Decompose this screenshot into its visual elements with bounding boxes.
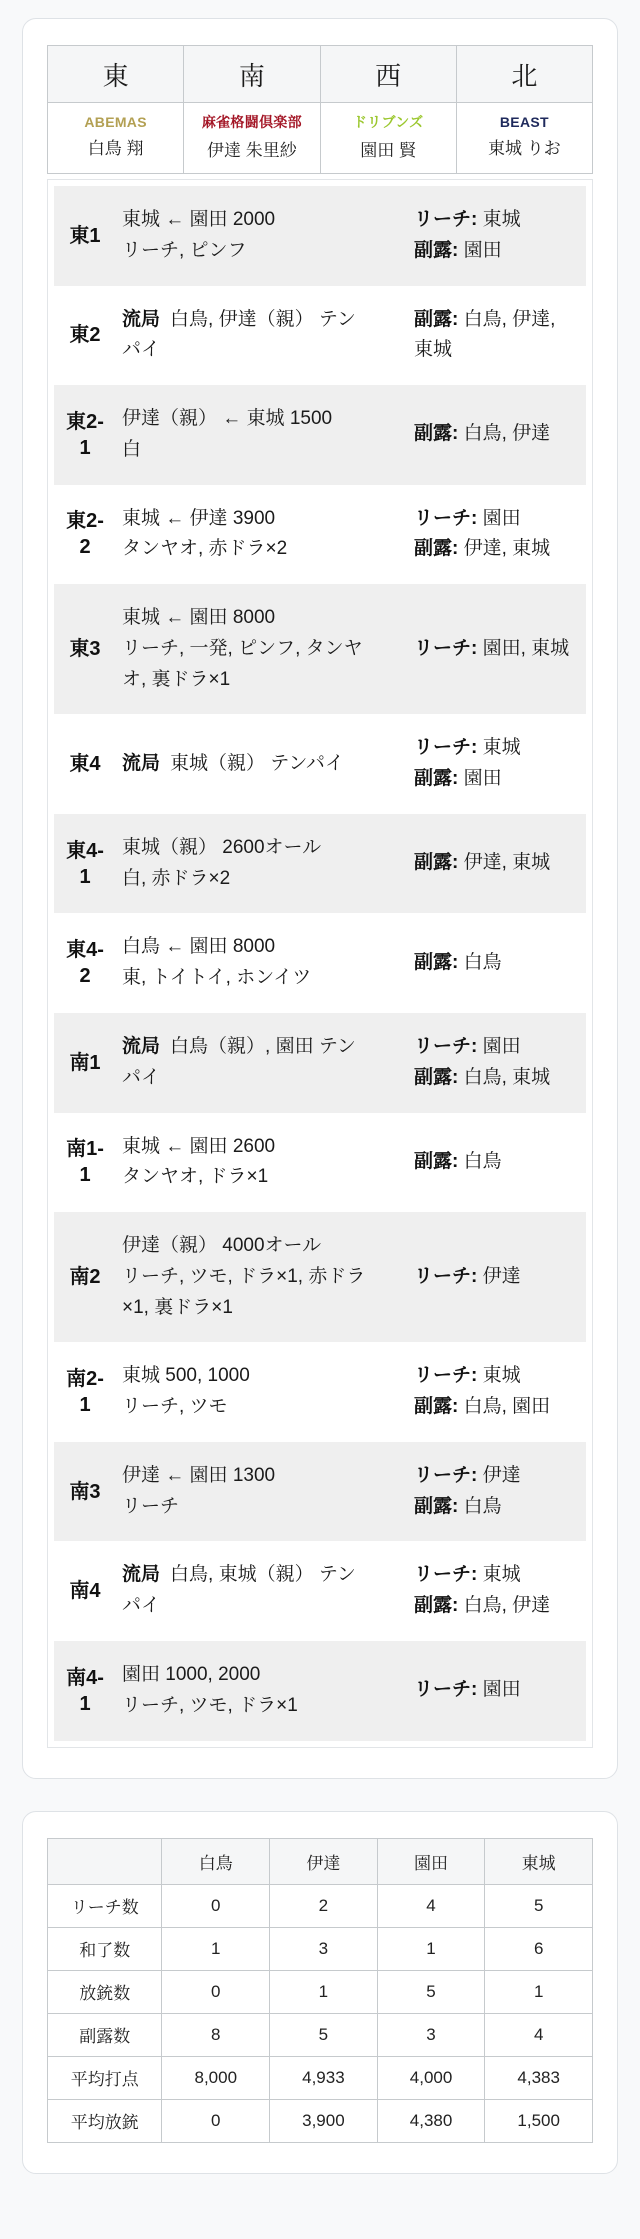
- calls-label: 副露:: [414, 1150, 459, 1172]
- round-label: 東4-2: [66, 939, 104, 988]
- seat-player-table: [47, 45, 593, 174]
- round-row[interactable]: [54, 1541, 586, 1641]
- round-result: [122, 932, 372, 994]
- round-label: 東2-1: [66, 410, 104, 459]
- stats-col-date: 伊達: [270, 1838, 378, 1884]
- stats-row: [48, 2013, 593, 2056]
- round-side-info: [414, 305, 578, 367]
- calls-label: 副露:: [414, 852, 459, 874]
- rounds-list: [47, 179, 593, 1748]
- round-yaku-list: 東, トイトイ, ホンイツ: [122, 967, 312, 989]
- round-side-info: [414, 419, 578, 450]
- round-side-info: [414, 634, 578, 665]
- team-name: ABEMAS: [84, 114, 147, 130]
- round-result-text: 伊達 ← 園田 1300: [122, 1464, 276, 1486]
- round-result: [122, 1032, 372, 1094]
- round-side-info: [414, 1262, 578, 1293]
- calls-label: 副露:: [414, 1396, 459, 1418]
- round-result-text: 東城（親） テンパイ: [170, 752, 345, 774]
- round-result: [122, 1461, 372, 1523]
- round-yaku-list: リーチ, 一発, ピンフ, タンヤオ, 裏ドラ×1: [122, 637, 363, 690]
- stats-col-tojo: 東城: [485, 1838, 593, 1884]
- seat-header-row: [48, 46, 593, 103]
- round-riichi-info: [414, 1032, 578, 1063]
- round-result-prefix: 流局: [122, 1564, 161, 1586]
- riichi-players: 東城: [482, 1365, 521, 1387]
- player-name: 白鳥 翔: [87, 139, 144, 158]
- calls-players: 園田: [463, 239, 502, 261]
- stats-value: 0: [162, 1970, 270, 2013]
- stats-value: 1: [377, 1927, 485, 1970]
- round-result: [122, 305, 372, 367]
- round-calls-info: [414, 848, 578, 879]
- round-riichi-info: [414, 733, 578, 764]
- stats-table: [47, 1838, 593, 2143]
- round-yaku-list: リーチ, ツモ, ドラ×1: [122, 1694, 298, 1716]
- round-calls-info: [414, 1591, 578, 1622]
- round-label: 南2: [69, 1266, 101, 1289]
- stats-value: 4,380: [377, 2099, 485, 2142]
- riichi-label: リーチ:: [414, 1564, 478, 1586]
- calls-players: 白鳥: [463, 1150, 502, 1172]
- stats-row-label: 平均打点: [48, 2056, 162, 2099]
- round-row[interactable]: [54, 1641, 586, 1741]
- round-yaku-list: タンヤオ, 赤ドラ×2: [122, 538, 288, 560]
- stats-col-shiratori: 白鳥: [162, 1838, 270, 1884]
- stats-value: 1: [162, 1927, 270, 1970]
- round-riichi-info: [414, 1361, 578, 1392]
- round-riichi-info: [414, 634, 578, 665]
- stats-card: [22, 1811, 618, 2174]
- stats-value: 8,000: [162, 2056, 270, 2099]
- round-row[interactable]: [54, 1442, 586, 1542]
- seat-west: 西: [320, 46, 456, 103]
- round-side-info: [414, 848, 578, 879]
- round-side-info: [414, 1560, 578, 1622]
- round-calls-info: [414, 764, 578, 795]
- stats-row: [48, 2056, 593, 2099]
- round-yaku-list: リーチ, ツモ: [122, 1396, 228, 1418]
- round-result: [122, 1231, 372, 1323]
- round-calls-info: [414, 419, 578, 450]
- round-label: 東2-2: [66, 510, 104, 559]
- round-result-text: 伊達（親） ← 東城 1500: [122, 408, 333, 430]
- player-cell-south: [184, 103, 320, 174]
- riichi-label: リーチ:: [414, 737, 478, 759]
- stats-row-label: 副露数: [48, 2013, 162, 2056]
- stats-value: 3: [377, 2013, 485, 2056]
- round-label: 東1: [69, 224, 101, 247]
- stats-value: 4,000: [377, 2056, 485, 2099]
- round-riichi-info: [414, 205, 578, 236]
- riichi-players: 伊達: [482, 1464, 521, 1486]
- stats-row: [48, 1927, 593, 1970]
- stats-corner-cell: [48, 1838, 162, 1884]
- round-calls-info: [414, 1063, 578, 1094]
- round-result: [122, 205, 372, 267]
- round-label: 東2: [69, 324, 101, 347]
- round-riichi-info: [414, 1262, 578, 1293]
- riichi-players: 園田: [482, 507, 521, 529]
- riichi-players: 東城: [482, 737, 521, 759]
- calls-players: 園田: [463, 768, 502, 790]
- stats-row-label: 和了数: [48, 1927, 162, 1970]
- calls-players: 白鳥: [463, 1495, 502, 1517]
- round-result-prefix: 流局: [122, 752, 161, 774]
- player-row: [48, 103, 593, 174]
- riichi-players: 園田: [482, 1679, 521, 1701]
- round-yaku-list: リーチ: [122, 1495, 180, 1517]
- calls-players: 白鳥, 伊達: [463, 1595, 551, 1617]
- player-cell-north: [456, 103, 592, 174]
- round-side-info: [414, 948, 578, 979]
- round-row[interactable]: [54, 485, 586, 585]
- calls-players: 伊達, 東城: [463, 852, 551, 874]
- round-row[interactable]: [54, 814, 586, 914]
- round-calls-info: [414, 948, 578, 979]
- round-riichi-info: [414, 1675, 578, 1706]
- round-row[interactable]: [54, 1342, 586, 1442]
- round-label: 南4: [69, 1580, 101, 1603]
- stats-value: 3: [270, 1927, 378, 1970]
- riichi-label: リーチ:: [414, 1265, 478, 1287]
- round-riichi-info: [414, 1560, 578, 1591]
- round-label: 南3: [69, 1480, 101, 1503]
- stats-row: [48, 1884, 593, 1927]
- round-result: [122, 833, 372, 895]
- calls-players: 白鳥, 東城: [463, 1066, 551, 1088]
- round-row[interactable]: [54, 385, 586, 485]
- round-yaku-list: 白: [122, 438, 142, 460]
- round-result-text: 園田 1000, 2000: [122, 1663, 261, 1685]
- stats-value: 1: [485, 1970, 593, 2013]
- team-name: 麻雀格闘倶楽部: [201, 114, 302, 130]
- round-side-info: [414, 1461, 578, 1523]
- round-calls-info: [414, 1147, 578, 1178]
- player-name: 園田 賢: [360, 141, 416, 160]
- stats-value: 4: [485, 2013, 593, 2056]
- round-calls-info: [414, 534, 578, 565]
- seat-north: 北: [456, 46, 592, 103]
- round-label: 南2-1: [66, 1368, 104, 1417]
- round-side-info: [414, 733, 578, 795]
- calls-label: 副露:: [414, 239, 459, 261]
- round-yaku-list: 白, 赤ドラ×2: [122, 867, 231, 889]
- round-result-text: 東城（親） 2600オール: [122, 836, 322, 858]
- stats-value: 2: [270, 1884, 378, 1927]
- riichi-players: 伊達: [482, 1265, 521, 1287]
- stats-value: 1: [270, 1970, 378, 2013]
- riichi-label: リーチ:: [414, 1679, 478, 1701]
- riichi-label: リーチ:: [414, 507, 478, 529]
- seat-south: 南: [184, 46, 320, 103]
- round-result-text: 白鳥 ← 園田 8000: [122, 936, 276, 958]
- stats-value: 5: [377, 1970, 485, 2013]
- round-label: 南1-1: [66, 1138, 104, 1187]
- stats-value: 0: [162, 2099, 270, 2142]
- team-name: ドリブンズ: [352, 114, 424, 130]
- round-row[interactable]: [54, 913, 586, 1013]
- round-result: [122, 603, 372, 695]
- stats-row-label: 平均放銃: [48, 2099, 162, 2142]
- riichi-players: 園田: [482, 1036, 521, 1058]
- round-result-text: 白鳥, 東城（親） テンパイ: [122, 1564, 356, 1617]
- round-row[interactable]: [54, 1013, 586, 1113]
- player-cell-west: [320, 103, 456, 174]
- round-riichi-info: [414, 504, 578, 535]
- round-yaku-list: リーチ, ピンフ: [122, 239, 247, 261]
- stats-row: [48, 1970, 593, 2013]
- calls-players: 白鳥, 園田: [463, 1396, 551, 1418]
- stats-body: [48, 1884, 593, 2142]
- round-row[interactable]: [54, 714, 586, 814]
- round-side-info: [414, 1675, 578, 1706]
- round-result-text: 東城 ← 園田 2000: [122, 209, 276, 230]
- round-result: [122, 1132, 372, 1194]
- stats-value: 0: [162, 1884, 270, 1927]
- round-result: [122, 1361, 372, 1423]
- round-yaku-list: リーチ, ツモ, ドラ×1, 赤ドラ×1, 裏ドラ×1: [122, 1265, 366, 1318]
- round-row[interactable]: [54, 286, 586, 386]
- calls-label: 副露:: [414, 423, 459, 445]
- calls-label: 副露:: [414, 1495, 459, 1517]
- stats-value: 4,933: [270, 2056, 378, 2099]
- round-side-info: [414, 504, 578, 566]
- round-result-text: 白鳥, 伊達（親） テンパイ: [122, 308, 356, 361]
- stats-value: 1,500: [485, 2099, 593, 2142]
- round-label: 南4-1: [66, 1666, 104, 1715]
- round-side-info: [414, 1361, 578, 1423]
- round-result-text: 東城 ← 伊達 3900: [122, 507, 276, 529]
- riichi-label: リーチ:: [414, 1036, 478, 1058]
- calls-label: 副露:: [414, 768, 459, 790]
- round-yaku-list: タンヤオ, ドラ×1: [122, 1166, 269, 1188]
- team-name: BEAST: [499, 114, 549, 130]
- round-row[interactable]: [54, 1113, 586, 1213]
- riichi-label: リーチ:: [414, 1464, 478, 1486]
- stats-value: 8: [162, 2013, 270, 2056]
- riichi-label: リーチ:: [414, 1365, 478, 1387]
- seat-east: 東: [48, 46, 184, 103]
- round-label: 東3: [69, 638, 101, 661]
- round-riichi-info: [414, 1461, 578, 1492]
- round-side-info: [414, 1032, 578, 1094]
- round-side-info: [414, 1147, 578, 1178]
- stats-value: 6: [485, 1927, 593, 1970]
- riichi-label: リーチ:: [414, 209, 478, 230]
- stats-value: 4: [377, 1884, 485, 1927]
- calls-label: 副露:: [414, 1066, 459, 1088]
- stats-value: 5: [270, 2013, 378, 2056]
- round-calls-info: [414, 236, 578, 267]
- player-cell-east: [48, 103, 184, 174]
- calls-label: 副露:: [414, 308, 459, 330]
- calls-players: 白鳥, 伊達: [463, 423, 551, 445]
- stats-value: 5: [485, 1884, 593, 1927]
- round-result-prefix: 流局: [122, 308, 161, 330]
- round-row[interactable]: [54, 584, 586, 714]
- round-result-text: 東城 ← 園田 2600: [122, 1135, 276, 1157]
- round-row[interactable]: [54, 186, 586, 286]
- player-name: 伊達 朱里紗: [207, 141, 297, 160]
- calls-players: 白鳥, 伊達, 東城: [414, 308, 556, 361]
- stats-value: 3,900: [270, 2099, 378, 2142]
- round-result: [122, 1560, 372, 1622]
- round-result: [122, 749, 372, 780]
- round-result: [122, 1660, 372, 1722]
- round-label: 南1: [69, 1051, 101, 1074]
- calls-players: 白鳥: [463, 951, 502, 973]
- riichi-players: 園田, 東城: [482, 637, 570, 659]
- stats-value: 4,383: [485, 2056, 593, 2099]
- round-calls-info: [414, 305, 578, 367]
- round-label: 東4-1: [66, 839, 104, 888]
- riichi-label: リーチ:: [414, 637, 478, 659]
- round-calls-info: [414, 1492, 578, 1523]
- calls-label: 副露:: [414, 538, 459, 560]
- round-result-text: 東城 ← 園田 8000: [122, 607, 276, 629]
- game-log-card: [22, 18, 618, 1779]
- round-label: 東4: [69, 753, 101, 776]
- calls-label: 副露:: [414, 1595, 459, 1617]
- round-result: [122, 504, 372, 566]
- round-side-info: [414, 205, 578, 267]
- stats-col-sonoda: 園田: [377, 1838, 485, 1884]
- riichi-players: 東城: [482, 209, 521, 230]
- stats-row: [48, 2099, 593, 2142]
- round-result-text: 白鳥（親）, 園田 テンパイ: [122, 1036, 356, 1088]
- stats-header-row: [48, 1838, 593, 1884]
- stats-row-label: リーチ数: [48, 1884, 162, 1927]
- round-result-text: 伊達（親） 4000オール: [122, 1235, 322, 1257]
- round-result-prefix: 流局: [122, 1036, 161, 1058]
- stats-row-label: 放銃数: [48, 1970, 162, 2013]
- player-name: 東城 りお: [488, 139, 561, 158]
- round-result: [122, 404, 372, 466]
- calls-label: 副露:: [414, 951, 459, 973]
- riichi-players: 東城: [482, 1564, 521, 1586]
- round-row[interactable]: [54, 1212, 586, 1342]
- round-result-text: 東城 500, 1000: [122, 1365, 250, 1387]
- round-calls-info: [414, 1392, 578, 1423]
- calls-players: 伊達, 東城: [463, 538, 551, 560]
